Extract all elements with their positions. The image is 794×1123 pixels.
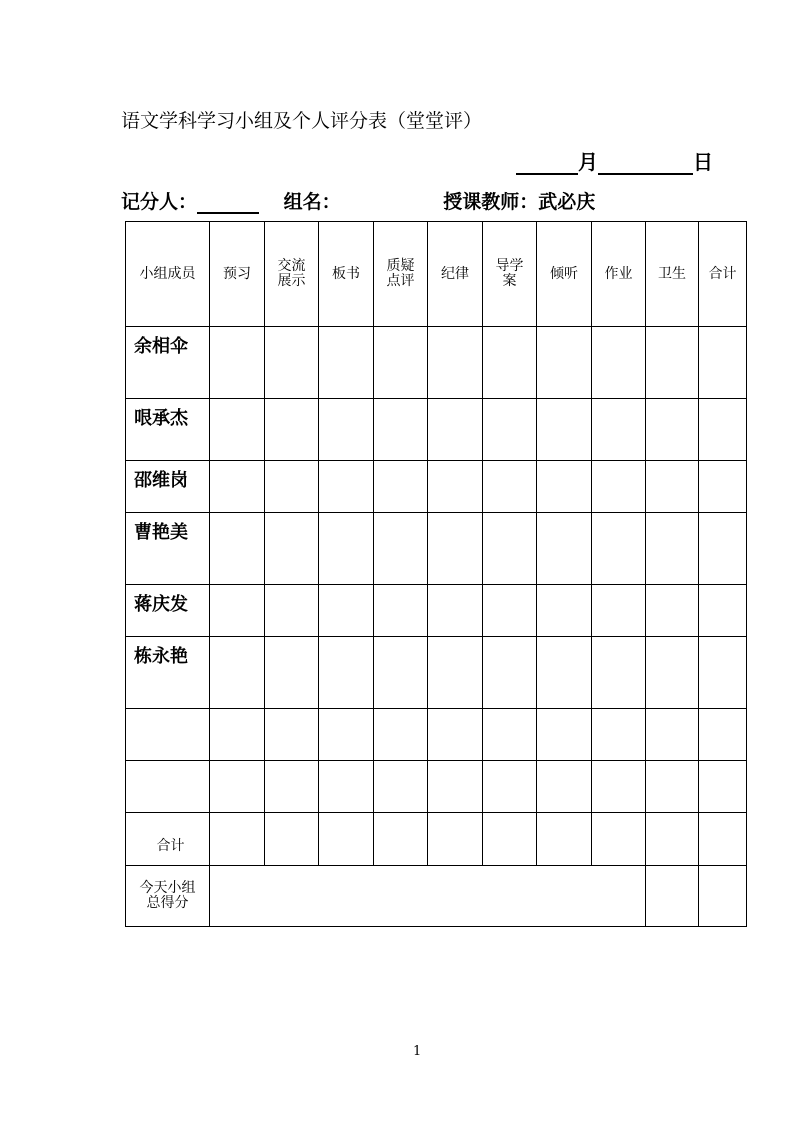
table-row: [126, 513, 747, 585]
month-blank[interactable]: [516, 151, 578, 175]
member-name: 曹艳美: [126, 513, 210, 585]
score-cell[interactable]: [483, 327, 537, 399]
header-cell: 倾听: [537, 222, 592, 327]
score-cell[interactable]: [319, 399, 374, 461]
score-cell[interactable]: [537, 761, 592, 813]
score-cell[interactable]: [210, 813, 265, 866]
score-cell[interactable]: [374, 585, 428, 637]
score-cell[interactable]: [537, 513, 592, 585]
page-title: 语文学科学习小组及个人评分表（堂堂评）: [121, 110, 483, 132]
score-cell[interactable]: [537, 399, 592, 461]
score-cell[interactable]: [699, 513, 747, 585]
table-row: [126, 327, 747, 399]
score-cell[interactable]: [319, 709, 374, 761]
table-row: [126, 637, 747, 709]
today-total-cell[interactable]: [210, 866, 646, 927]
score-cell[interactable]: [483, 637, 537, 709]
group-label: 组名：: [283, 191, 341, 213]
score-cell[interactable]: [210, 709, 265, 761]
score-cell[interactable]: [646, 866, 699, 927]
header-cell: 预习: [210, 222, 265, 327]
header-cell: 纪律: [428, 222, 483, 327]
score-cell[interactable]: [210, 327, 265, 399]
member-name: [126, 709, 210, 761]
date-line: [516, 146, 713, 175]
score-cell[interactable]: [699, 761, 747, 813]
table-row: [126, 709, 747, 761]
score-cell[interactable]: [319, 327, 374, 399]
table-row: [126, 761, 747, 813]
score-cell[interactable]: [319, 585, 374, 637]
score-cell[interactable]: [592, 327, 646, 399]
score-cell[interactable]: [319, 813, 374, 866]
score-cell[interactable]: [210, 399, 265, 461]
score-cell[interactable]: [210, 585, 265, 637]
score-cell[interactable]: [319, 761, 374, 813]
score-cell[interactable]: [537, 637, 592, 709]
header-cell: 作业: [592, 222, 646, 327]
recorder-label: 记分人：: [121, 191, 198, 213]
table-row: [126, 585, 747, 637]
score-cell[interactable]: [265, 709, 319, 761]
score-cell[interactable]: [319, 637, 374, 709]
score-cell[interactable]: [374, 327, 428, 399]
score-cell[interactable]: [374, 637, 428, 709]
total-label: 合计: [126, 813, 210, 866]
score-cell[interactable]: [374, 513, 428, 585]
teacher-label: 授课教师：: [443, 191, 539, 213]
day-label: 日: [693, 150, 713, 174]
score-cell[interactable]: [428, 327, 483, 399]
teacher-name: 武必庆: [538, 191, 596, 213]
score-cell[interactable]: [374, 399, 428, 461]
score-cell[interactable]: [537, 461, 592, 513]
score-cell[interactable]: [428, 585, 483, 637]
score-cell[interactable]: [592, 585, 646, 637]
month-label: 月: [578, 150, 598, 174]
score-cell[interactable]: [428, 513, 483, 585]
score-cell[interactable]: [483, 709, 537, 761]
table-row: [126, 461, 747, 513]
member-name: 余相伞: [126, 327, 210, 399]
recorder-blank[interactable]: [197, 191, 259, 214]
header-cell: 小组成员: [126, 222, 210, 327]
score-cell[interactable]: [699, 637, 747, 709]
score-cell[interactable]: [592, 761, 646, 813]
score-cell[interactable]: [646, 399, 699, 461]
today-total-row: [126, 866, 747, 927]
score-cell[interactable]: [428, 813, 483, 866]
score-cell[interactable]: [646, 513, 699, 585]
score-cell[interactable]: [483, 461, 537, 513]
score-cell[interactable]: [319, 513, 374, 585]
score-cell[interactable]: [699, 709, 747, 761]
score-cell[interactable]: [646, 709, 699, 761]
score-cell[interactable]: [265, 399, 319, 461]
score-cell[interactable]: [210, 461, 265, 513]
member-name: 哏承杰: [126, 399, 210, 461]
score-cell[interactable]: [210, 513, 265, 585]
score-cell[interactable]: [265, 813, 319, 866]
score-cell[interactable]: [483, 761, 537, 813]
score-cell[interactable]: [265, 761, 319, 813]
score-cell[interactable]: [265, 513, 319, 585]
table-row: [126, 399, 747, 461]
score-cell[interactable]: [699, 813, 747, 866]
score-cell[interactable]: [592, 513, 646, 585]
score-cell[interactable]: [646, 637, 699, 709]
score-cell[interactable]: [428, 399, 483, 461]
score-cell[interactable]: [646, 761, 699, 813]
score-cell[interactable]: [265, 585, 319, 637]
score-cell[interactable]: [428, 709, 483, 761]
score-cell[interactable]: [699, 461, 747, 513]
score-cell[interactable]: [210, 761, 265, 813]
score-cell[interactable]: [483, 513, 537, 585]
score-cell[interactable]: [483, 813, 537, 866]
score-cell[interactable]: [210, 637, 265, 709]
header-cell: 板书: [319, 222, 374, 327]
score-cell[interactable]: [537, 585, 592, 637]
score-cell[interactable]: [646, 461, 699, 513]
score-cell[interactable]: [646, 813, 699, 866]
page-number: 1: [413, 1044, 422, 1059]
score-cell[interactable]: [428, 637, 483, 709]
score-cell[interactable]: [483, 585, 537, 637]
score-cell[interactable]: [592, 461, 646, 513]
score-cell[interactable]: [699, 585, 747, 637]
score-cell[interactable]: [374, 813, 428, 866]
score-cell[interactable]: [592, 709, 646, 761]
score-cell[interactable]: [374, 461, 428, 513]
score-cell[interactable]: [592, 813, 646, 866]
today-total-label: 今天小组总得分: [126, 866, 210, 927]
score-cell[interactable]: [592, 399, 646, 461]
score-cell[interactable]: [374, 761, 428, 813]
member-name: 邵维岗: [126, 461, 210, 513]
score-table: [125, 221, 747, 927]
score-cell[interactable]: [699, 866, 747, 927]
score-cell[interactable]: [537, 709, 592, 761]
header-cell: 卫生: [646, 222, 699, 327]
score-cell[interactable]: [265, 637, 319, 709]
score-cell[interactable]: [483, 399, 537, 461]
score-cell[interactable]: [646, 585, 699, 637]
header-row: [126, 222, 747, 327]
day-blank[interactable]: [598, 151, 693, 175]
member-name: 蒋庆发: [126, 585, 210, 637]
header-cell: 导学案: [483, 222, 537, 327]
score-cell[interactable]: [699, 399, 747, 461]
score-cell[interactable]: [265, 327, 319, 399]
score-cell[interactable]: [592, 637, 646, 709]
score-cell[interactable]: [319, 461, 374, 513]
header-cell: 合计: [699, 222, 747, 327]
score-cell[interactable]: [537, 327, 592, 399]
header-cell: 质疑点评: [374, 222, 428, 327]
meta-line: [121, 187, 595, 214]
total-row: [126, 813, 747, 866]
score-cell[interactable]: [646, 327, 699, 399]
header-cell: 交流展示: [265, 222, 319, 327]
member-name: 栋永艳: [126, 637, 210, 709]
score-cell[interactable]: [699, 327, 747, 399]
score-cell[interactable]: [374, 709, 428, 761]
score-cell[interactable]: [265, 461, 319, 513]
score-cell[interactable]: [537, 813, 592, 866]
score-cell[interactable]: [428, 761, 483, 813]
score-cell[interactable]: [428, 461, 483, 513]
member-name: [126, 761, 210, 813]
